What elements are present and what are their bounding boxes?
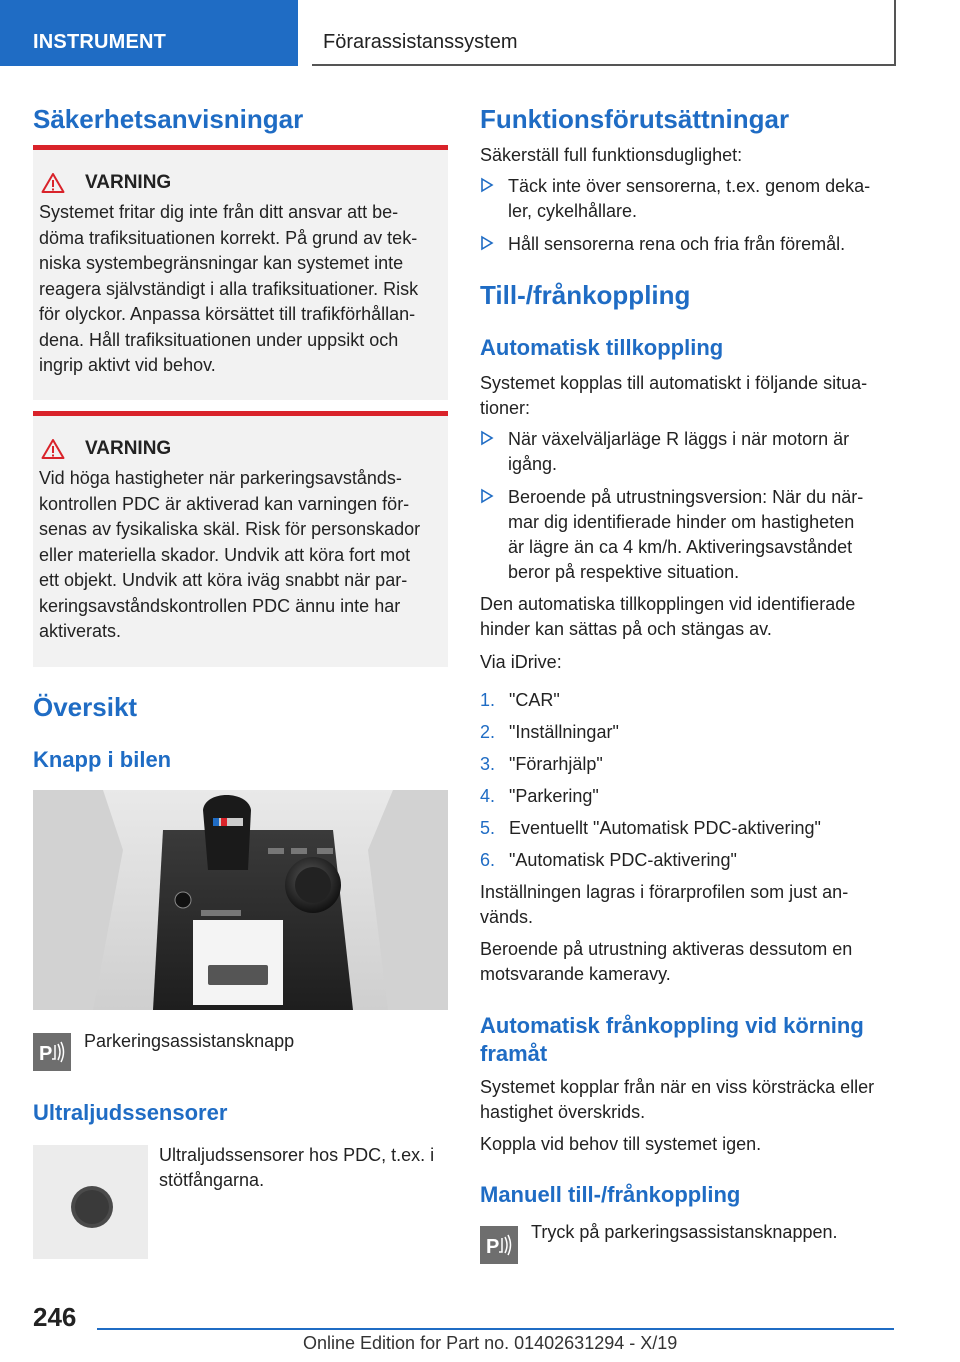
bullet-line: Beroende på utrustningsversion: När du när- [508,487,864,507]
warning-line: ingrip aktivt vid behov. [39,355,216,375]
warning-line: döma trafiksituationen korrekt. På grund av tek- [39,227,418,248]
step-text: "Inställningar" [509,722,619,742]
list-item [480,720,900,752]
step-text: "Parkering" [509,786,599,806]
center-console-illustration [33,790,448,1010]
list-item [480,784,900,816]
intro-line: Systemet kopplas till automatiskt i följande situa- [480,373,868,393]
overview-title: Översikt [33,692,138,722]
list-item [480,232,900,257]
footer-divider [97,1328,894,1330]
on-off-title: Till-/frånkoppling [480,280,691,310]
note-line: Den automatiska tillkopplingen vid identifierade [480,594,856,614]
warning-line: Vid höga hastigheter när parkeringsavstånds- [39,468,402,488]
list-item [480,816,900,848]
functional-intro: Säkerställ full funktionsduglighet: [480,145,743,165]
title-line: Automatisk frånkoppling vid körning [480,1013,864,1038]
step-number: 3. [480,754,496,774]
warning-box-2 [33,411,448,667]
step-number: 6. [480,850,496,870]
warning-line: reagera självständigt i alla trafiksituationer. Risk [39,278,419,299]
warning-line: senas av fysikaliska skäl. Risk för personskador [39,519,421,539]
note-line: Beroende på utrustning aktiveras dessutom en [480,939,853,959]
bullet-line: Håll sensorerna rena och fria från föremål. [508,234,846,254]
bullet-triangle-icon [480,430,494,446]
functional-bullet-list [480,174,900,265]
list-item [480,848,900,880]
bullet-line: ler, cykelhållare. [508,201,638,221]
camera-note [480,937,900,987]
note-line: Inställningen lagras i förarprofilen som just an- [480,882,849,902]
bullet-triangle-icon [480,488,494,504]
bullet-triangle-icon [480,177,494,193]
warning-line: ett objekt. Undvik att köra iväg snabbt när par- [39,570,408,590]
intro-line: tioner: [480,398,531,418]
sensor-image [33,1145,148,1259]
warning-box-1 [33,145,448,400]
warning-line: kontrollen PDC är aktiverad kan varningen för- [39,493,410,514]
text-line: hastighet överskrids. [480,1102,646,1122]
warning-line: dena. Håll trafiksituationen under uppsikt och [39,329,399,350]
list-item [480,752,900,784]
step-text: "Automatisk PDC-aktivering" [509,850,737,870]
button-title: Knapp i bilen [33,747,172,772]
edition-text: Online Edition for Part no. 01402631294 - X/19 [303,1333,678,1353]
warning-triangle-icon [41,172,65,194]
note-line: hinder kan sättas på och stängas av. [480,619,772,639]
list-item [480,485,900,585]
auto-on-title: Automatisk tillkoppling [480,335,724,360]
auto-off-title [480,1012,864,1068]
step-number: 4. [480,786,496,806]
warning-line: för olyckor. Anpassa körsättet till trafikförhållan- [39,304,416,324]
via-idrive: Via iDrive: [480,652,562,672]
step-text: "Förarhjälp" [509,754,603,774]
bullet-line: beror på respektive situation. [508,562,740,582]
bullet-line: Täck inte över sensorerna, t.ex. genom deka- [508,176,871,196]
idrive-steps [480,688,900,880]
warning-triangle-icon [41,438,65,460]
section-tab: INSTRUMENT [0,0,298,66]
auto-on-note [480,592,900,642]
auto-off-text-2: Koppla vid behov till systemet igen. [480,1134,762,1154]
functional-requirements-title: Funktionsförutsättningar [480,104,790,134]
auto-on-bullet-list [480,427,900,593]
warning-label: VARNING [85,438,172,459]
button-caption: Parkeringsassistansknapp [84,1031,295,1051]
warning-line: Systemet fritar dig inte från ditt ansvar att be- [39,202,399,222]
parking-assist-icon [33,1033,71,1071]
page-header [0,0,960,66]
text-line: Systemet kopplar från när en viss körsträcka eller [480,1077,875,1097]
note-line: vänds. [480,907,534,927]
chapter-title: Förarassistanssystem [312,0,896,66]
warning-header [41,170,171,196]
warning-header [41,436,171,462]
list-item [480,174,900,224]
sensors-line: Ultraljudssensorer hos PDC, t.ex. i [159,1145,435,1165]
svg-text:P: P [39,1043,53,1065]
list-item [480,427,900,477]
warning-label: VARNING [85,172,172,193]
manual-text: Tryck på parkeringsassistansknappen. [531,1222,838,1242]
step-number: 5. [480,818,496,838]
manual-title: Manuell till-/frånkoppling [480,1182,741,1207]
svg-text:P: P [486,1236,500,1258]
title-line: framåt [480,1041,548,1066]
warning-line: niska systembegränsningar kan systemet inte [39,253,404,273]
sensors-line: stötfångarna. [159,1170,265,1190]
safety-title: Säkerhetsanvisningar [33,104,304,134]
step-text: Eventuellt "Automatisk PDC-aktivering" [509,818,821,838]
bullet-line: När växelväljarläge R läggs i när motorn är [508,429,850,449]
auto-off-text [480,1075,900,1125]
step-number: 2. [480,722,496,742]
sensors-text [159,1143,451,1193]
bullet-line: är lägre än ca 4 km/h. Aktiveringsavståndet [508,537,853,557]
list-item [480,688,900,720]
bullet-triangle-icon [480,235,494,251]
saved-note [480,880,900,930]
warning-text [39,200,444,379]
bullet-line: igång. [508,454,558,474]
page-number: 246 [33,1302,77,1332]
step-number: 1. [480,690,496,710]
step-text: "CAR" [509,690,560,710]
parking-assist-icon [480,1226,518,1264]
center-console-image [33,790,448,1010]
warning-line: eller materiella skador. Undvik att köra fort mot [39,544,411,565]
sensors-title: Ultraljudssensorer [33,1100,228,1125]
warning-line: keringsavståndskontrollen PDC ännu inte har [39,595,401,616]
note-line: motsvarande kameravy. [480,964,671,984]
bullet-line: mar dig identifierade hinder om hastigheten [508,512,855,532]
warning-line: aktiverats. [39,621,122,641]
warning-text [39,466,444,645]
auto-on-intro [480,371,900,421]
